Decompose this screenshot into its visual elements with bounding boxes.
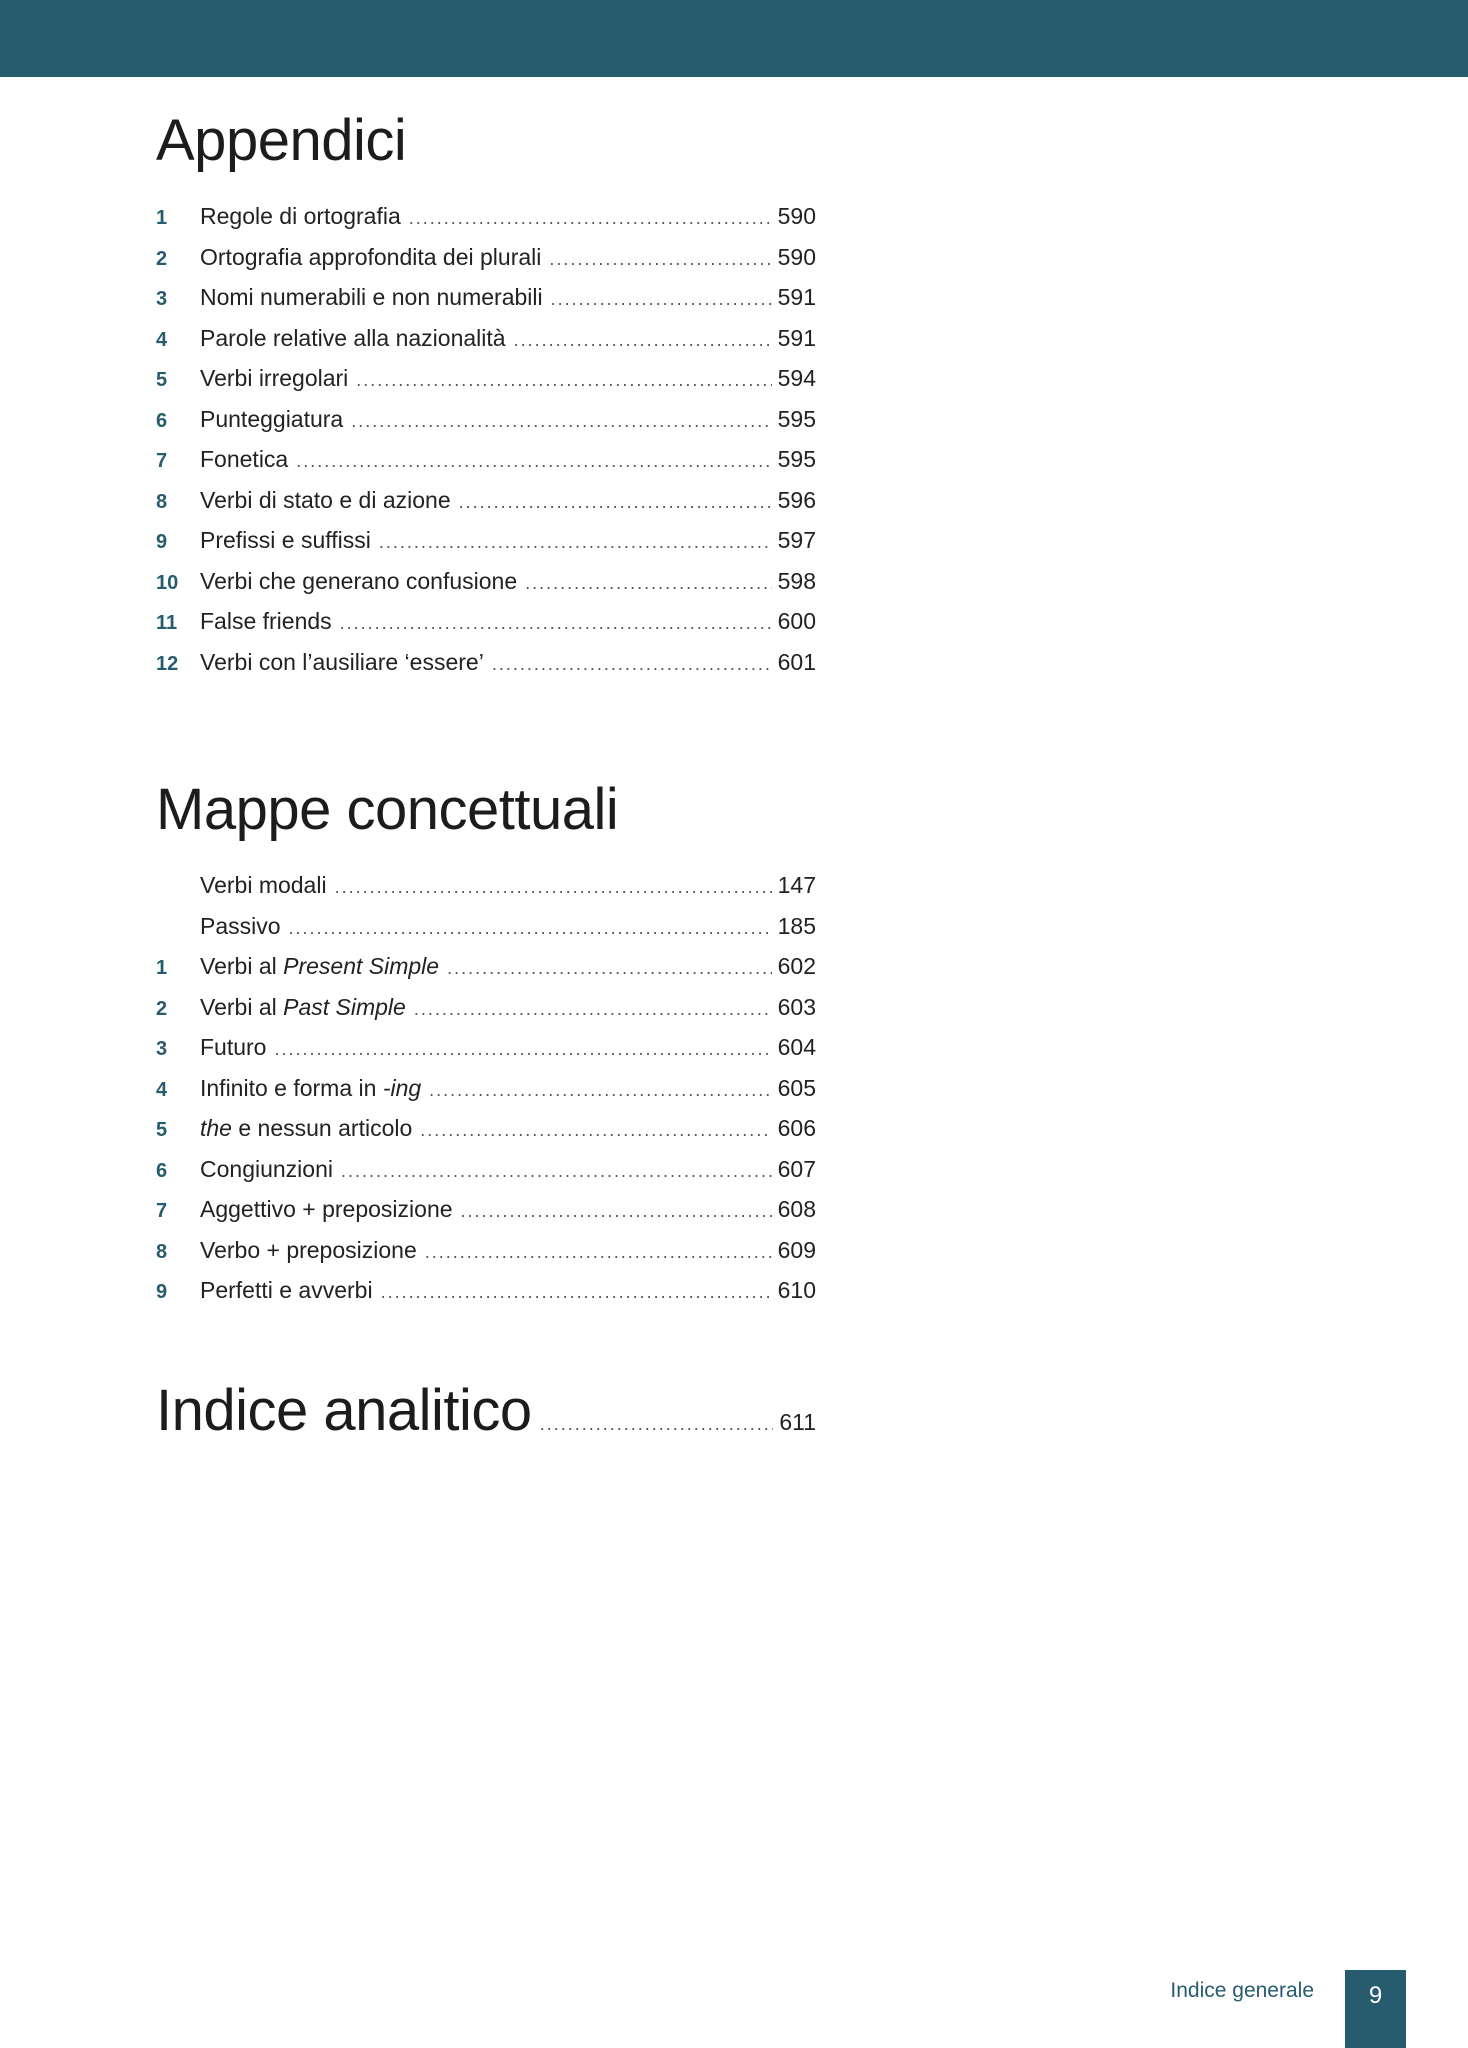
- toc-list-mappe-concettuali: [156, 865, 816, 1311]
- toc-number: 8: [156, 490, 168, 513]
- toc-entry[interactable]: [156, 399, 816, 440]
- toc-title-text: Verbi modali: [200, 872, 327, 898]
- toc-entry[interactable]: [156, 1149, 816, 1190]
- toc-page-number: 607: [777, 1155, 816, 1182]
- toc-title-text: False friends: [200, 608, 332, 634]
- toc-number: 6: [156, 409, 168, 432]
- leader-dots: [525, 563, 771, 604]
- toc-number: 7: [156, 450, 168, 472]
- toc-entry[interactable]: [156, 1027, 816, 1068]
- leader-dots: [551, 279, 772, 320]
- toc-number: 1: [156, 957, 168, 979]
- toc-title: [200, 480, 451, 521]
- toc-title-italic: Present Simple: [283, 953, 440, 979]
- toc-entry-indice-analitico[interactable]: [156, 1372, 816, 1450]
- toc-entry[interactable]: [156, 946, 816, 987]
- toc-page-number: 604: [777, 1034, 816, 1060]
- toc-title: [200, 1108, 412, 1149]
- leader-dots: [425, 1232, 772, 1273]
- toc-title-italic: Past Simple: [283, 993, 406, 1020]
- toc-entry[interactable]: [156, 520, 816, 561]
- toc-number: 2: [156, 247, 168, 270]
- toc-page-number: 590: [777, 243, 816, 270]
- toc-title-text: Futuro: [200, 1034, 267, 1060]
- toc-entry[interactable]: [156, 906, 816, 947]
- toc-page-number: 610: [777, 1277, 816, 1303]
- toc-number: 1: [156, 207, 168, 229]
- toc-title-text: Prefissi e suffissi: [200, 527, 371, 553]
- toc-page-number: 185: [777, 912, 816, 939]
- leader-dots: [381, 1272, 772, 1313]
- page-number: 9: [1368, 1982, 1383, 2009]
- toc-title-text: Passivo: [200, 912, 281, 939]
- leader-dots: [461, 1191, 772, 1232]
- toc-title: [200, 1149, 333, 1190]
- toc-title: [200, 946, 439, 987]
- toc-title-text: Aggettivo + preposizione: [200, 1196, 453, 1222]
- toc-title: [200, 1230, 417, 1271]
- leader-dots: [340, 603, 772, 644]
- toc-entry[interactable]: [156, 237, 816, 278]
- toc-entry[interactable]: [156, 277, 816, 318]
- toc-title: [200, 358, 348, 399]
- toc-entry[interactable]: [156, 480, 816, 521]
- toc-number: 11: [156, 612, 178, 634]
- leader-dots: [289, 908, 772, 949]
- toc-number: 8: [156, 1240, 168, 1263]
- leader-dots: [429, 1070, 771, 1111]
- footer-section-label: Indice generale: [1170, 1979, 1314, 2002]
- header-bar: [0, 0, 1468, 77]
- toc-number: 9: [156, 1281, 168, 1303]
- toc-page-number: 606: [777, 1115, 816, 1141]
- toc-entry[interactable]: [156, 196, 816, 237]
- toc-list-appendici: [156, 196, 816, 682]
- leader-dots: [351, 401, 771, 442]
- toc-entry[interactable]: [156, 601, 816, 642]
- toc-title-italic: -ing: [382, 1074, 422, 1101]
- toc-title-text: Parole relative alla nazionalità: [200, 324, 506, 351]
- toc-title-text: Fonetica: [200, 446, 289, 472]
- toc-title: [200, 865, 327, 906]
- toc-page-number: 608: [777, 1196, 816, 1222]
- toc-title: [200, 987, 406, 1028]
- toc-entry[interactable]: [156, 358, 816, 399]
- toc-title: [200, 318, 506, 359]
- toc-number: 5: [156, 369, 168, 391]
- toc-entry[interactable]: [156, 1230, 816, 1271]
- toc-number: 10: [156, 571, 179, 594]
- leader-dots: [409, 198, 772, 239]
- toc-title-italic: the: [200, 1115, 232, 1141]
- toc-number: 5: [156, 1119, 168, 1141]
- leader-dots: [514, 320, 772, 361]
- toc-page-number: 596: [777, 486, 816, 513]
- toc-entry[interactable]: [156, 561, 816, 602]
- toc-number: 6: [156, 1159, 168, 1182]
- toc-title-text: Congiunzioni: [200, 1155, 333, 1182]
- toc-title-text: Ortografia approfondita dei plurali: [200, 243, 542, 270]
- toc-page-number: 600: [777, 608, 816, 634]
- toc-number: 4: [156, 328, 168, 351]
- toc-entry[interactable]: [156, 987, 816, 1028]
- toc-title-text: Verbi con l’ausiliare ‘essere’: [200, 648, 484, 675]
- toc-number: 3: [156, 288, 168, 310]
- toc-title-text: Verbi che generano confusione: [200, 567, 518, 594]
- toc-entry[interactable]: [156, 865, 816, 906]
- toc-number: 3: [156, 1038, 168, 1060]
- toc-title: [200, 196, 401, 237]
- toc-page-number: 609: [777, 1236, 816, 1263]
- toc-entry[interactable]: [156, 318, 816, 359]
- toc-page-number: 590: [777, 203, 816, 229]
- leader-dots: [379, 522, 772, 563]
- toc-title: [200, 277, 543, 318]
- toc-title: [200, 642, 484, 683]
- toc-title-text: e nessun articolo: [231, 1115, 413, 1141]
- toc-title-text: Verbi al: [200, 993, 284, 1020]
- toc-page-number: 591: [777, 284, 816, 310]
- toc-title: [200, 1027, 266, 1068]
- toc-title: [200, 906, 281, 947]
- leader-dots: [356, 360, 771, 401]
- toc-title-text: Regole di ortografia: [200, 203, 401, 229]
- leader-dots: [414, 989, 772, 1030]
- toc-title-text: Perfetti e avverbi: [200, 1277, 373, 1303]
- toc-title: [200, 237, 541, 278]
- leader-dots: [341, 1151, 772, 1192]
- toc-title: [200, 1189, 453, 1230]
- toc-entry[interactable]: [156, 1270, 816, 1311]
- leader-dots: [335, 867, 772, 908]
- leader-dots: [549, 239, 771, 280]
- toc-title-text: Verbi al: [200, 953, 284, 979]
- leader-dots: [274, 1029, 771, 1070]
- toc-title: [200, 1068, 421, 1109]
- toc-title: [200, 1270, 373, 1311]
- leader-dots: [296, 441, 771, 482]
- toc-page-number: 601: [777, 648, 816, 675]
- toc-page-number: 595: [777, 446, 816, 472]
- toc-title-text: Verbi di stato e di azione: [200, 486, 451, 513]
- leader-dots: [420, 1110, 771, 1151]
- section-title-mappe-concettuali: Mappe concettuali: [156, 777, 619, 842]
- leader-dots: [540, 1414, 774, 1435]
- toc-title-text: Verbi irregolari: [200, 365, 349, 391]
- toc-title-text: Punteggiatura: [200, 405, 344, 432]
- toc-page-number: 602: [777, 953, 816, 979]
- toc-number: 9: [156, 531, 168, 553]
- toc-title-text: Nomi numerabili e non numerabili: [200, 284, 543, 310]
- toc-entry[interactable]: [156, 439, 816, 480]
- toc-page-number: 611: [779, 1409, 816, 1435]
- toc-number: 4: [156, 1078, 168, 1101]
- page-number-badge: [1345, 1970, 1406, 2048]
- toc-page-number: 147: [777, 872, 816, 898]
- toc-page-number: 591: [777, 324, 816, 351]
- toc-page-number: 594: [777, 365, 816, 391]
- toc-page-number: 603: [777, 993, 816, 1020]
- toc-number: 7: [156, 1200, 168, 1222]
- toc-page-number: 598: [777, 567, 816, 594]
- toc-page-number: 595: [777, 405, 816, 432]
- toc-page-number: 597: [777, 527, 816, 553]
- toc-entry[interactable]: [156, 1068, 816, 1109]
- toc-title: [200, 439, 288, 480]
- toc-title: [200, 520, 371, 561]
- toc-number: 12: [156, 652, 179, 675]
- toc-entry[interactable]: [156, 642, 816, 683]
- leader-dots: [447, 948, 772, 989]
- toc-entry[interactable]: [156, 1108, 816, 1149]
- section-title-appendici: Appendici: [156, 108, 407, 173]
- toc-number: 2: [156, 997, 168, 1020]
- leader-dots: [459, 482, 772, 523]
- toc-title: [200, 601, 332, 642]
- toc-entry[interactable]: [156, 1189, 816, 1230]
- toc-title: [200, 399, 343, 440]
- leader-dots: [492, 644, 772, 685]
- toc-title-text: Verbo + preposizione: [200, 1236, 417, 1263]
- toc-page-number: 605: [777, 1074, 816, 1101]
- toc-title: [200, 561, 517, 602]
- toc-title-text: Infinito e forma in: [200, 1074, 383, 1101]
- section-title-indice-analitico: Indice analitico: [156, 1378, 532, 1443]
